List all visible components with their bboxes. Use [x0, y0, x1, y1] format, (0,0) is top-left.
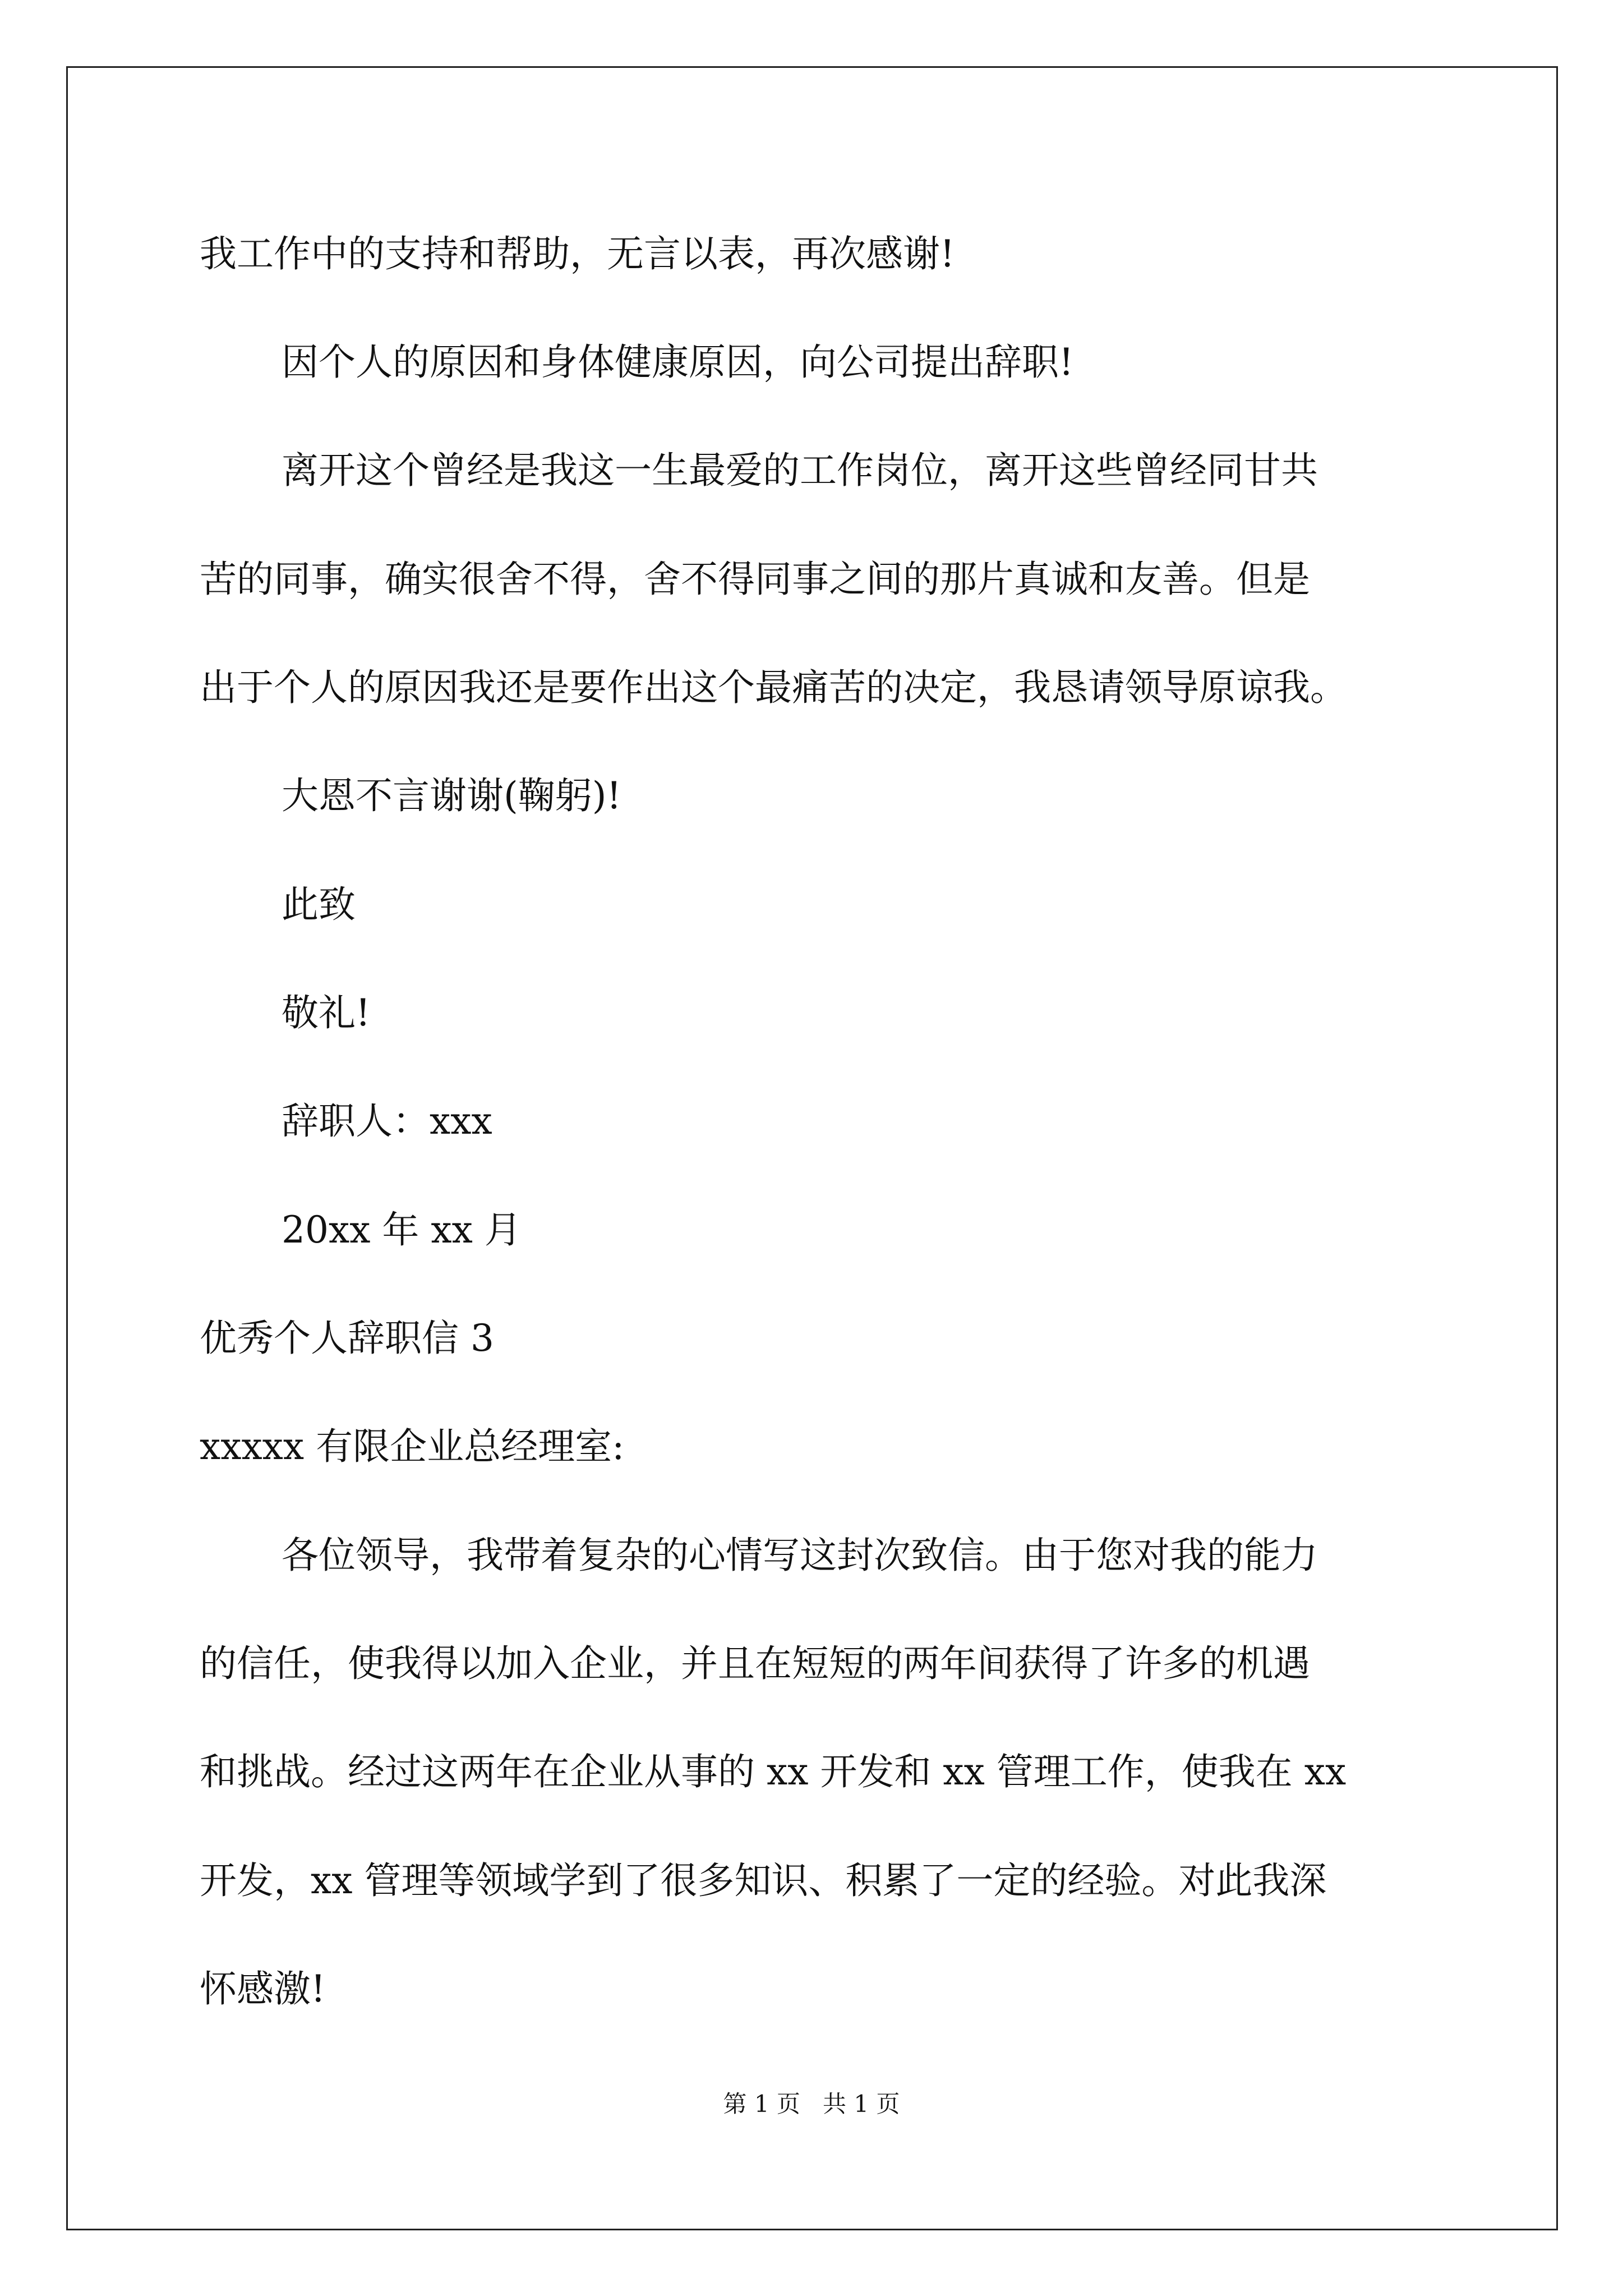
page-border: [66, 66, 1558, 2230]
paragraph-line: 和挑战。经过这两年在企业从事的 xx 开发和 xx 管理工作，使我在 xx: [200, 1750, 1347, 1793]
paragraph-line: 各位领导，我带着复杂的心情写这封次致信。由于您对我的能力: [282, 1534, 1318, 1577]
salutation: xxxxx 有限企业总经理室:: [200, 1425, 625, 1468]
paragraph-line: 怀感激!: [200, 1967, 326, 2010]
paragraph-line: 我工作中的支持和帮助，无言以表，再次感谢!: [200, 232, 955, 275]
paragraph-line: 苦的同事，确实很舍不得，舍不得同事之间的那片真诚和友善。但是: [200, 558, 1310, 601]
page-number-footer: 第 1 页 共 1 页: [723, 2090, 900, 2118]
paragraph-line: 因个人的原因和身体健康原因，向公司提出辞职!: [282, 341, 1074, 384]
paragraph-line: 开发，xx 管理等领域学到了很多知识、积累了一定的经验。对此我深: [200, 1859, 1327, 1902]
closing-line: 此致: [282, 883, 356, 926]
closing-line: 敬礼!: [282, 991, 371, 1034]
paragraph-line: 大恩不言谢谢(鞠躬)!: [282, 774, 622, 817]
letter-title: 优秀个人辞职信 3: [200, 1317, 494, 1360]
signature-line: 辞职人：xxx: [282, 1099, 492, 1143]
paragraph-line: 出于个人的原因我还是要作出这个最痛苦的决定，我恳请领导原谅我。: [200, 666, 1347, 709]
paragraph-line: 的信任，使我得以加入企业，并且在短短的两年间获得了许多的机遇: [200, 1642, 1310, 1685]
date-line: 20xx 年 xx 月: [282, 1208, 522, 1251]
paragraph-line: 离开这个曾经是我这一生最爱的工作岗位，离开这些曾经同甘共: [282, 449, 1318, 492]
